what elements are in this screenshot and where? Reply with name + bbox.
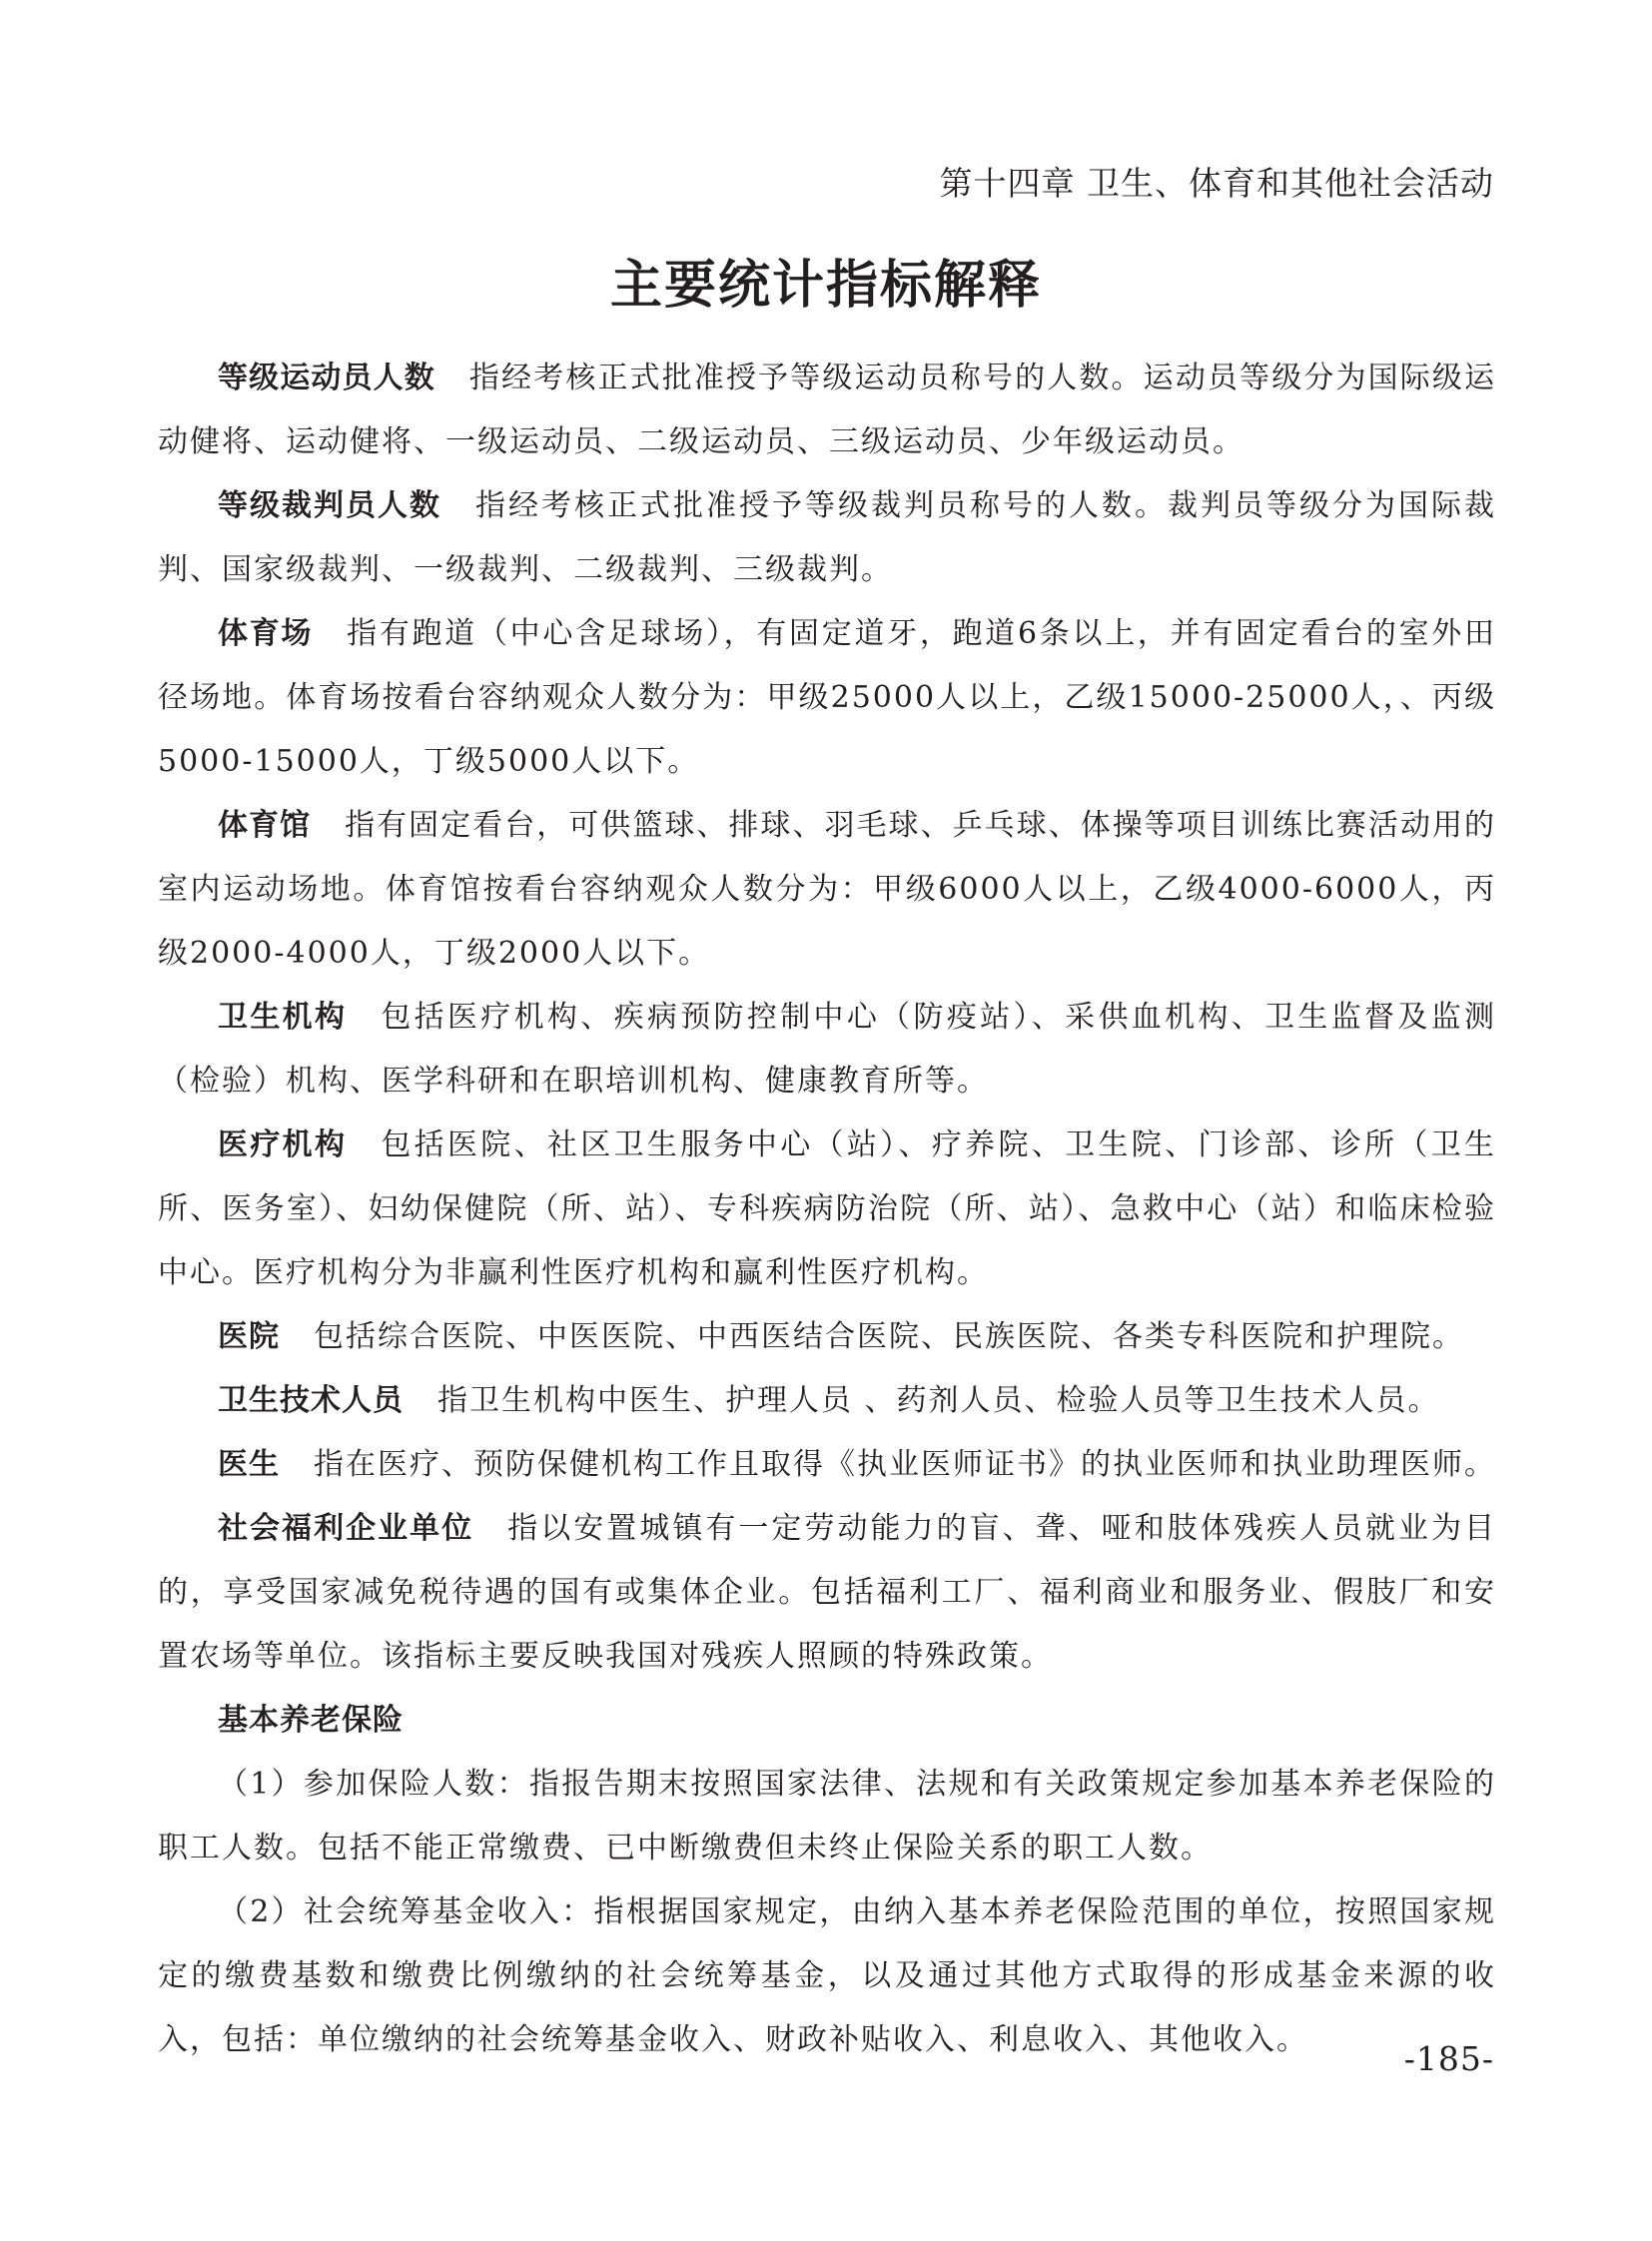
entry-text: 指经考核正式批准授予等级运动员称号的人数。运动员等级分为国际级运动健将、运动健将、一级运动员、二级运动员、三级运动员、少年级运动员。 [158, 361, 1496, 459]
entry-term: 社会福利企业单位 [218, 1511, 474, 1546]
entry-term: 医院 [218, 1319, 280, 1354]
entry-text: 指卫生机构中医生、护理人员 、药剂人员、检验人员等卫生技术人员。 [437, 1383, 1440, 1418]
entry-text: 指有固定看台，可供篮球、排球、羽毛球、乒乓球、体操等项目训练比赛活动用的室内运动场地。体育馆按看台容纳观众人数分为：甲级6000人以上，乙级4000-6000人，丙级2000-4000人，丁级2000人以下。 [158, 808, 1497, 971]
entry-text: 指以安置城镇有一定劳动能力的盲、聋、哑和肢体残疾人员就业为目的，享受国家减免税待遇的国有或集体企业。包括福利工厂、福利商业和服务业、假肢厂和安置农场等单位。该指标主要反映我国对残疾人照顾的特殊政策。 [158, 1511, 1497, 1674]
entry-term: 等级运动员人数 [218, 361, 435, 395]
entry-text: 包括综合医院、中医医院、中西医结合医院、民族医院、各类专科医院和护理院。 [314, 1319, 1464, 1354]
pension-heading: 基本养老保险 [218, 1703, 404, 1738]
entry-gymnasium [158, 794, 1496, 986]
entry-term: 医生 [218, 1447, 280, 1482]
pension-item-1: （1）参加保险人数：指报告期末按照国家法律、法规和有关政策规定参加基本养老保险的职工人数。包括不能正常缴费、已中断缴费但未终止保险关系的职工人数。 [158, 1767, 1496, 1866]
entry-text: 指有跑道（中心含足球场），有固定道牙，跑道6条以上，并有固定看台的室外田径场地。体育场按看台容纳观众人数分为：甲级25000人以上，乙级15000-25000人，、丙级5000-15000人，丁级5000人以下。 [158, 616, 1496, 779]
entry-referees [158, 474, 1496, 602]
entry-health-institutions [158, 986, 1496, 1114]
entry-health-technicians [158, 1369, 1496, 1433]
chapter-header: 第十四章 卫生、体育和其他社会活动 [939, 164, 1494, 203]
page-number: -185- [1403, 2039, 1494, 2078]
body-text [158, 347, 1496, 2072]
entry-medical-institutions [158, 1114, 1496, 1305]
pension-item-2: （2）社会统筹基金收入：指根据国家规定，由纳入基本养老保险范围的单位，按照国家规定的缴费基数和缴费比例缴纳的社会统筹基金，以及通过其他方式取得的形成基金来源的收入，包括：单位缴纳的社会统筹基金收入、财政补贴收入、利息收入、其他收入。 [158, 1894, 1496, 2057]
page-title: 主要统计指标解释 [609, 256, 1042, 316]
entry-welfare-enterprises [158, 1497, 1496, 1689]
entry-term: 体育场 [218, 616, 314, 651]
entry-hospitals [158, 1305, 1496, 1369]
entry-athletes [158, 347, 1496, 474]
entry-text: 指经考核正式批准授予等级裁判员称号的人数。裁判员等级分为国际裁判、国家级裁判、一级裁判、二级裁判、三级裁判。 [158, 488, 1496, 587]
entry-term: 体育馆 [218, 808, 312, 843]
entry-doctors [158, 1433, 1496, 1497]
entry-text: 包括医疗机构、疾病预防控制中心（防疫站）、采供血机构、卫生监督及监测（检验）机构、医学科研和在职培训机构、健康教育所等。 [158, 1000, 1497, 1099]
entry-term: 医疗机构 [218, 1127, 348, 1162]
entry-term: 卫生技术人员 [218, 1383, 404, 1418]
entry-text: 包括医院、社区卫生服务中心（站）、疗养院、卫生院、门诊部、诊所（卫生所、医务室）、妇幼保健院（所、站）、专科疾病防治院（所、站）、急救中心（站）和临床检验中心。医疗机构分为非赢利性医疗机构和赢利性医疗机构。 [158, 1127, 1497, 1290]
entry-text: 指在医疗、预防保健机构工作且取得《执业医师证书》的执业医师和执业助理医师。 [314, 1447, 1496, 1482]
entry-stadium [158, 602, 1496, 794]
entry-term: 卫生机构 [218, 1000, 348, 1035]
entry-term: 等级裁判员人数 [218, 488, 441, 523]
